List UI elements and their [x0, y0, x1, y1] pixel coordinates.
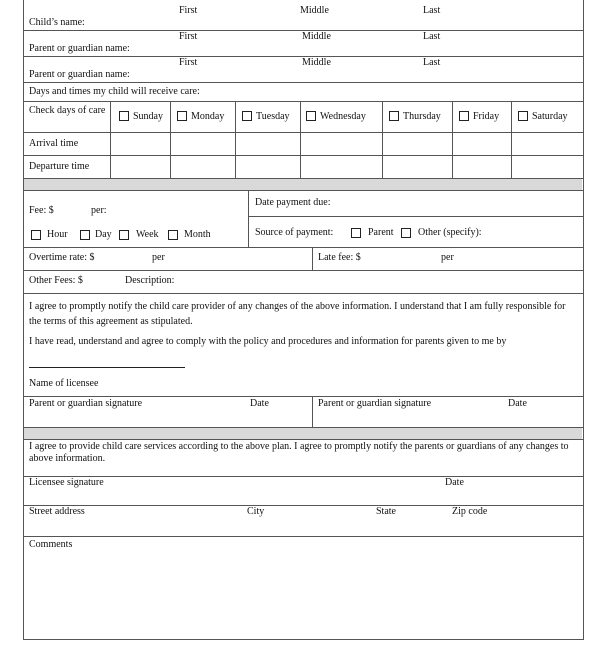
- source-option-label: Other (specify):: [418, 227, 482, 238]
- source-option-label: Parent: [368, 227, 394, 238]
- provider-agreement-text: I agree to provide child care services according to the above plan. I agree to promptly notify the parents or guardians of any changes to above information.: [29, 441, 569, 464]
- departure-time-label: Departure time: [29, 161, 90, 172]
- comments-field[interactable]: Comments: [29, 539, 73, 550]
- period-label: Week: [136, 229, 159, 240]
- week-checkbox[interactable]: [119, 230, 129, 240]
- licensee-name-line[interactable]: [29, 367, 185, 368]
- date-payment-due-field[interactable]: Date payment due:: [255, 197, 331, 208]
- divider: [23, 476, 583, 477]
- other-fees-field[interactable]: Other Fees: $: [29, 275, 83, 286]
- date-field-1[interactable]: Date: [250, 398, 269, 409]
- day-label: Monday: [191, 111, 225, 122]
- divider: [23, 190, 583, 191]
- table-rule: [452, 101, 453, 178]
- table-rule: [312, 247, 313, 270]
- day-label: Friday: [473, 111, 500, 122]
- child-name-field[interactable]: Child’s name:: [29, 17, 85, 28]
- table-rule: [382, 101, 383, 178]
- late-fee-field[interactable]: Late fee: $: [318, 252, 361, 263]
- divider: [23, 132, 583, 133]
- period-label: Day: [95, 229, 112, 240]
- licensee-date-field[interactable]: Date: [445, 477, 464, 488]
- other-source-checkbox[interactable]: [401, 228, 411, 238]
- shaded-separator: [24, 179, 582, 190]
- table-rule: [110, 101, 111, 178]
- day-label: Saturday: [532, 111, 568, 122]
- licensee-signature-field[interactable]: Licensee signature: [29, 477, 104, 488]
- fee-field[interactable]: Fee: $: [29, 205, 54, 216]
- day-label: Wednesday: [320, 111, 366, 122]
- days-times-heading: Days and times my child will receive care:: [29, 86, 200, 97]
- tuesday-checkbox[interactable]: [242, 111, 252, 121]
- period-label: Hour: [47, 229, 68, 240]
- state-field[interactable]: State: [376, 506, 396, 517]
- divider: [23, 82, 583, 83]
- parent-source-checkbox[interactable]: [351, 228, 361, 238]
- last-label: Last: [423, 57, 441, 68]
- day-label: Sunday: [133, 111, 163, 122]
- licensee-name-label: Name of licensee: [29, 378, 99, 389]
- first-label: First: [179, 5, 198, 16]
- day-label: Tuesday: [256, 111, 290, 122]
- month-checkbox[interactable]: [168, 230, 178, 240]
- period-label: Month: [184, 229, 211, 240]
- guardian-signature-field-2[interactable]: Parent or guardian signature: [318, 398, 432, 409]
- divider: [23, 439, 583, 440]
- table-rule: [235, 101, 236, 178]
- description-field[interactable]: Description:: [125, 275, 175, 286]
- overtime-rate-field[interactable]: Overtime rate: $: [29, 252, 95, 263]
- zip-code-field[interactable]: Zip code: [452, 506, 488, 517]
- middle-label: Middle: [302, 31, 331, 42]
- sunday-checkbox[interactable]: [119, 111, 129, 121]
- table-rule: [248, 190, 249, 247]
- divider: [23, 101, 583, 102]
- saturday-checkbox[interactable]: [518, 111, 528, 121]
- monday-checkbox[interactable]: [177, 111, 187, 121]
- friday-checkbox[interactable]: [459, 111, 469, 121]
- day-checkbox[interactable]: [80, 230, 90, 240]
- guardian-name-field-2[interactable]: Parent or guardian name:: [29, 69, 130, 80]
- first-label: First: [179, 57, 198, 68]
- street-address-field[interactable]: Street address: [29, 506, 85, 517]
- thursday-checkbox[interactable]: [389, 111, 399, 121]
- divider: [23, 396, 583, 397]
- policy-acknowledgement-text: I have read, understand and agree to comply with the policy and procedures and information for parents given to me by: [29, 336, 507, 347]
- guardian-name-field-1[interactable]: Parent or guardian name:: [29, 43, 130, 54]
- divider: [23, 505, 583, 506]
- divider: [248, 216, 583, 217]
- late-fee-per-label: per: [441, 252, 454, 263]
- middle-label: Middle: [302, 57, 331, 68]
- table-rule: [511, 101, 512, 178]
- last-label: Last: [423, 31, 441, 42]
- divider: [23, 536, 583, 537]
- divider: [23, 270, 583, 271]
- overtime-per-label: per: [152, 252, 165, 263]
- guardian-signature-field-1[interactable]: Parent or guardian signature: [29, 398, 143, 409]
- wednesday-checkbox[interactable]: [306, 111, 316, 121]
- hour-checkbox[interactable]: [31, 230, 41, 240]
- source-of-payment-label: Source of payment:: [255, 227, 334, 238]
- check-days-label: Check days of care: [29, 105, 106, 116]
- city-field[interactable]: City: [247, 506, 265, 517]
- divider: [23, 247, 583, 248]
- shaded-separator: [24, 428, 582, 439]
- last-label: Last: [423, 5, 441, 16]
- parent-agreement-text: I agree to promptly notify the child care provider of any changes of the above information. I understand that I am fully responsible for the terms of this agreement as stipulated.: [29, 301, 566, 327]
- table-rule: [312, 396, 313, 427]
- arrival-time-label: Arrival time: [29, 138, 79, 149]
- table-rule: [300, 101, 301, 178]
- middle-label: Middle: [300, 5, 329, 16]
- divider: [23, 293, 583, 294]
- divider: [23, 155, 583, 156]
- fee-per-label: per:: [91, 205, 107, 216]
- first-label: First: [179, 31, 198, 42]
- date-field-2[interactable]: Date: [508, 398, 527, 409]
- day-label: Thursday: [403, 111, 441, 122]
- table-rule: [170, 101, 171, 178]
